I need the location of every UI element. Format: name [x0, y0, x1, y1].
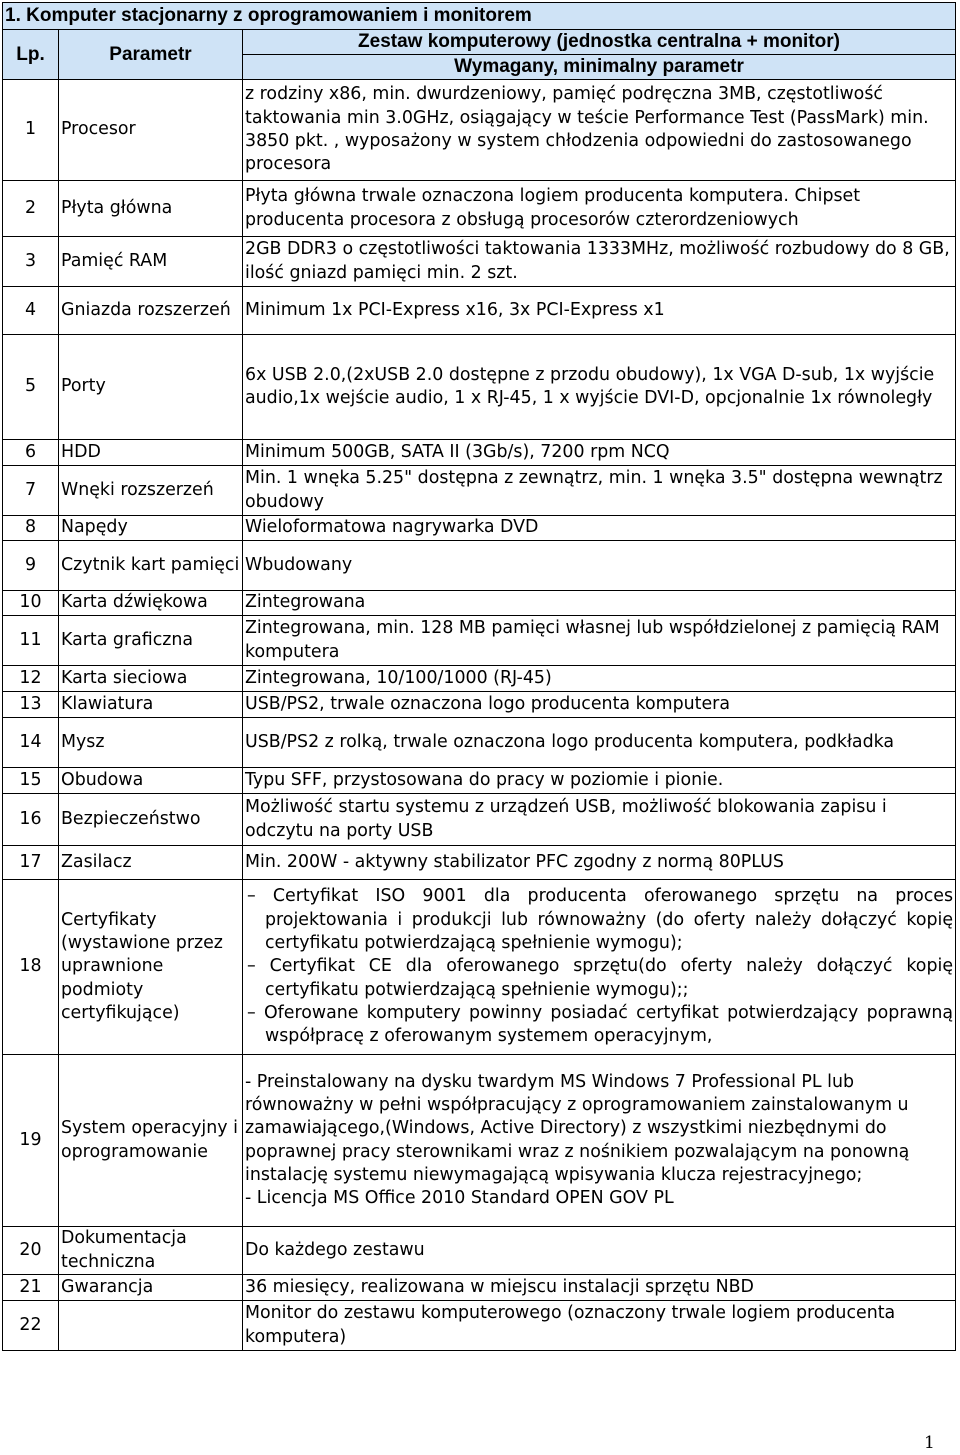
header-wymagany: Wymagany, minimalny parametr	[243, 55, 956, 80]
row-value: Minimum 500GB, SATA II (3Gb/s), 7200 rpm NCQ	[243, 440, 956, 466]
row-number: 2	[3, 181, 59, 237]
table-row	[3, 287, 956, 335]
row-value	[243, 880, 956, 1055]
table-row	[3, 718, 956, 768]
table-row-os	[3, 1055, 956, 1227]
table-row	[3, 335, 956, 440]
row-number: 5	[3, 335, 59, 440]
office-requirement: - Licencja MS Office 2010 Standard OPEN GOV PL	[245, 1188, 674, 1209]
row-param: Procesor	[59, 80, 243, 181]
table-row	[3, 541, 956, 591]
row-value: Monitor do zestawu komputerowego (oznaczony trwale logiem producenta komputera)	[243, 1301, 956, 1351]
row-value: Minimum 1x PCI-Express x16, 3x PCI-Express x1	[243, 287, 956, 335]
row-param: Mysz	[59, 718, 243, 768]
row-value: z rodziny x86, min. dwurdzeniowy, pamięć podręczna 3MB, częstotliwość taktowania min 3.0GHz, osiągający w teście Performance Test (PassMark) min. 3850 pkt. , wyposażony w system chłodzenia odpowiedni do zastosowanego procesora	[243, 80, 956, 181]
row-param: HDD	[59, 440, 243, 466]
row-value: Zintegrowana, 10/100/1000 (RJ-45)	[243, 666, 956, 692]
row-value: USB/PS2, trwale oznaczona logo producenta komputera	[243, 692, 956, 718]
row-param: Obudowa	[59, 768, 243, 794]
row-param: Czytnik kart pamięci	[59, 541, 243, 591]
table-row	[3, 1301, 956, 1351]
row-param: Karta graficzna	[59, 616, 243, 666]
table-title: 1. Komputer stacjonarny z oprogramowaniem i monitorem	[3, 3, 956, 30]
row-param: Karta sieciowa	[59, 666, 243, 692]
header-parametr: Parametr	[59, 30, 243, 80]
table-row	[3, 440, 956, 466]
row-value: Zintegrowana, min. 128 MB pamięci własnej lub współdzielonej z pamięcią RAM komputera	[243, 616, 956, 666]
table-row	[3, 616, 956, 666]
row-number: 4	[3, 287, 59, 335]
row-number: 19	[3, 1055, 59, 1227]
row-number: 3	[3, 237, 59, 287]
row-param: Karta dźwiękowa	[59, 591, 243, 616]
row-param: Gwarancja	[59, 1275, 243, 1301]
row-number: 18	[3, 880, 59, 1055]
row-value: Typu SFF, przystosowana do pracy w poziomie i pionie.	[243, 768, 956, 794]
row-value: 36 miesięcy, realizowana w miejscu instalacji sprzętu NBD	[243, 1275, 956, 1301]
cert-item-os: – Oferowane komputery powinny posiadać certyfikat potwierdzający poprawną współpracę z oferowanym systemem operacyjnym,	[247, 1002, 954, 1047]
row-value: 6x USB 2.0,(2xUSB 2.0 dostępne z przodu obudowy), 1x VGA D-sub, 1x wyjście audio,1x wejście audio, 1 x RJ-45, 1 x wyjście DVI-D, opcjonalnie 1x równoległy	[243, 335, 956, 440]
row-value	[243, 1055, 956, 1227]
row-value: Płyta główna trwale oznaczona logiem producenta komputera. Chipset producenta procesora z obsługą procesorów czterordzeniowych	[243, 181, 956, 237]
row-number: 11	[3, 616, 59, 666]
row-number: 14	[3, 718, 59, 768]
table-row	[3, 846, 956, 880]
row-number: 13	[3, 692, 59, 718]
row-value: Min. 200W - aktywny stabilizator PFC zgodny z normą 80PLUS	[243, 846, 956, 880]
row-param: Gniazda rozszerzeń	[59, 287, 243, 335]
row-param: Wnęki rozszerzeń	[59, 466, 243, 516]
cert-item-ce: – Certyfikat CE dla oferowanego sprzętu(do oferty należy dołączyć kopię certyfikatu potwierdzającą spełnienie wymogu);;	[247, 956, 954, 1000]
row-param: Porty	[59, 335, 243, 440]
row-number: 9	[3, 541, 59, 591]
os-requirement: - Preinstalowany na dysku twardym MS Windows 7 Professional PL lub równoważny w pełni współpracujący z oprogramowaniem zainstalowanym u zamawiającego,(Windows, Active Directory) z wszystkimi niezbędnymi do poprawnej pracy sterownikami wraz z nośnikiem pozwalającym na ponowną instalację systemu niewymagającą wpisywania klucza rejestracyjnego;	[245, 1071, 910, 1185]
row-number: 1	[3, 80, 59, 181]
title-row	[3, 3, 956, 30]
row-value: Możliwość startu systemu z urządzeń USB, możliwość blokowania zapisu i odczytu na porty USB	[243, 794, 956, 846]
row-number: 7	[3, 466, 59, 516]
row-number: 12	[3, 666, 59, 692]
row-value: Do każdego zestawu	[243, 1227, 956, 1275]
table-row	[3, 1275, 956, 1301]
row-value: 2GB DDR3 o częstotliwości taktowania 1333MHz, możliwość rozbudowy do 8 GB, ilość gniazd pamięci min. 2 szt.	[243, 237, 956, 287]
table-row	[3, 1227, 956, 1275]
table-row	[3, 768, 956, 794]
table-row	[3, 80, 956, 181]
row-number: 10	[3, 591, 59, 616]
row-param	[59, 1301, 243, 1351]
row-number: 17	[3, 846, 59, 880]
row-number: 20	[3, 1227, 59, 1275]
header-row-1	[3, 30, 956, 55]
table-row	[3, 794, 956, 846]
row-value: Wbudowany	[243, 541, 956, 591]
header-lp: Lp.	[3, 30, 59, 80]
row-param: Bezpieczeństwo	[59, 794, 243, 846]
cert-item-iso: – Certyfikat ISO 9001 dla producenta oferowanego sprzętu na proces projektowania i produkcji lub równoważny (do oferty należy dołączyć kopię certyfikatu potwierdzającą spełnienie wymogu);	[247, 886, 954, 954]
row-number: 8	[3, 516, 59, 541]
table-row	[3, 516, 956, 541]
row-value: Wieloformatowa nagrywarka DVD	[243, 516, 956, 541]
page-number: 1	[924, 1433, 935, 1453]
table-row	[3, 666, 956, 692]
row-param: Napędy	[59, 516, 243, 541]
table-row-certificates	[3, 880, 956, 1055]
row-param: Dokumentacja techniczna	[59, 1227, 243, 1275]
table-row	[3, 692, 956, 718]
row-param: Klawiatura	[59, 692, 243, 718]
header-zestaw: Zestaw komputerowy (jednostka centralna + monitor)	[243, 30, 956, 55]
row-param: Pamięć RAM	[59, 237, 243, 287]
row-param: System operacyjny i oprogramowanie	[59, 1055, 243, 1227]
table-row	[3, 237, 956, 287]
row-number: 16	[3, 794, 59, 846]
row-value: Zintegrowana	[243, 591, 956, 616]
table-row	[3, 591, 956, 616]
row-param: Certyfikaty (wystawione przez uprawnione podmioty certyfikujące)	[59, 880, 243, 1055]
row-value: USB/PS2 z rolką, trwale oznaczona logo producenta komputera, podkładka	[243, 718, 956, 768]
row-value: Min. 1 wnęka 5.25" dostępna z zewnątrz, min. 1 wnęka 3.5" dostępna wewnątrz obudowy	[243, 466, 956, 516]
row-number: 22	[3, 1301, 59, 1351]
spec-table	[2, 2, 956, 1351]
table-row	[3, 466, 956, 516]
table-row	[3, 181, 956, 237]
row-number: 21	[3, 1275, 59, 1301]
row-param: Płyta główna	[59, 181, 243, 237]
row-number: 6	[3, 440, 59, 466]
row-param: Zasilacz	[59, 846, 243, 880]
row-number: 15	[3, 768, 59, 794]
